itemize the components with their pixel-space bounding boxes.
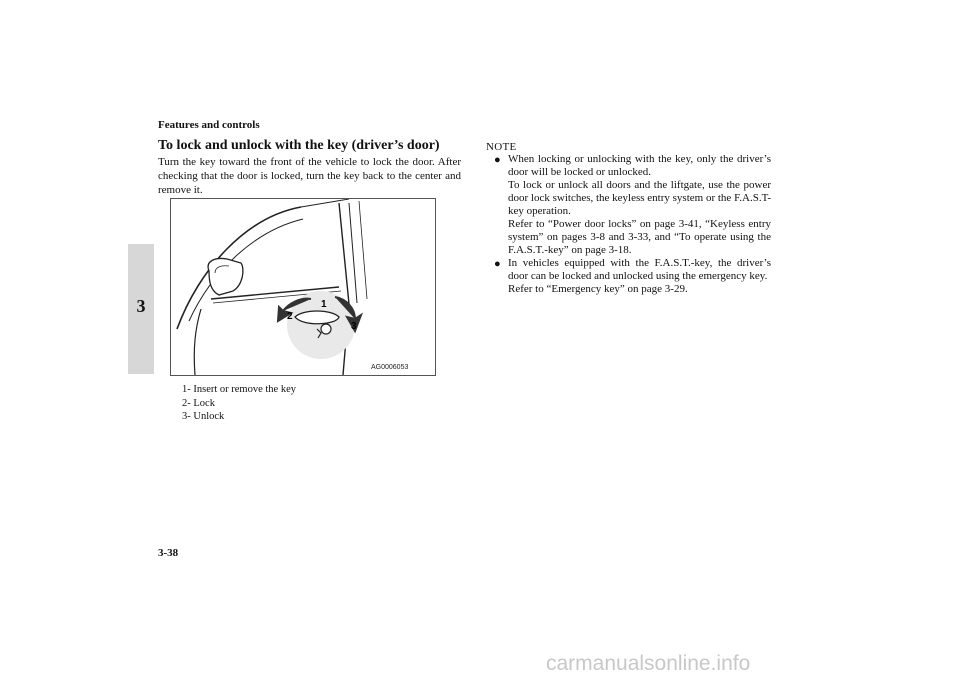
legend-item: 3- Unlock bbox=[182, 411, 225, 422]
door-lock-figure bbox=[170, 198, 436, 376]
intro-paragraph: Turn the key toward the front of the vehicle to lock the door. After checking that the door is locked, turn the key back to the center and remove it. bbox=[158, 156, 461, 196]
chapter-number: 3 bbox=[136, 296, 146, 316]
door-illustration bbox=[171, 199, 435, 375]
callout-1: 1 bbox=[321, 299, 327, 310]
legend-item: 1- Insert or remove the key bbox=[182, 384, 296, 395]
note-text: To lock or unlock all doors and the liftgate, use the power door lock switches, the keyless entry system or the F.A.S.T-key operation. bbox=[508, 179, 771, 217]
key-cylinder-icon bbox=[321, 324, 331, 334]
side-mirror bbox=[208, 259, 243, 296]
section-header: Features and controls bbox=[158, 119, 260, 131]
door-handle bbox=[295, 311, 339, 324]
note-text: In vehicles equipped with the F.A.S.T.-key, the driver’s door can be locked and unlocked using the emergency key. bbox=[508, 257, 771, 282]
callout-3: 3 bbox=[351, 321, 357, 332]
note-item bbox=[494, 153, 771, 257]
note-text: Refer to “Power door locks” on page 3-41, “Keyless entry system” on pages 3-8 and 3-33, and “To operate using the F.A.S.T.-key” on page 3-18. bbox=[508, 218, 771, 256]
note-text: When locking or unlocking with the key, only the driver’s door will be locked or unlocked. bbox=[508, 153, 771, 178]
note-label: NOTE bbox=[486, 141, 517, 153]
figure-legend bbox=[182, 383, 296, 424]
callout-2: 2 bbox=[287, 311, 293, 322]
page-number: 3-38 bbox=[158, 547, 179, 559]
note-list bbox=[494, 153, 771, 296]
page-heading: To lock and unlock with the key (driver’s door) bbox=[158, 138, 440, 153]
watermark: carmanualsonline.info bbox=[546, 652, 751, 675]
bullet-icon: ● bbox=[494, 154, 501, 166]
figure-code: AG0006053 bbox=[371, 364, 409, 371]
note-item bbox=[494, 257, 771, 296]
note-text: Refer to “Emergency key” on page 3-29. bbox=[508, 283, 688, 295]
bullet-icon: ● bbox=[494, 258, 501, 270]
legend-item: 2- Lock bbox=[182, 397, 215, 409]
